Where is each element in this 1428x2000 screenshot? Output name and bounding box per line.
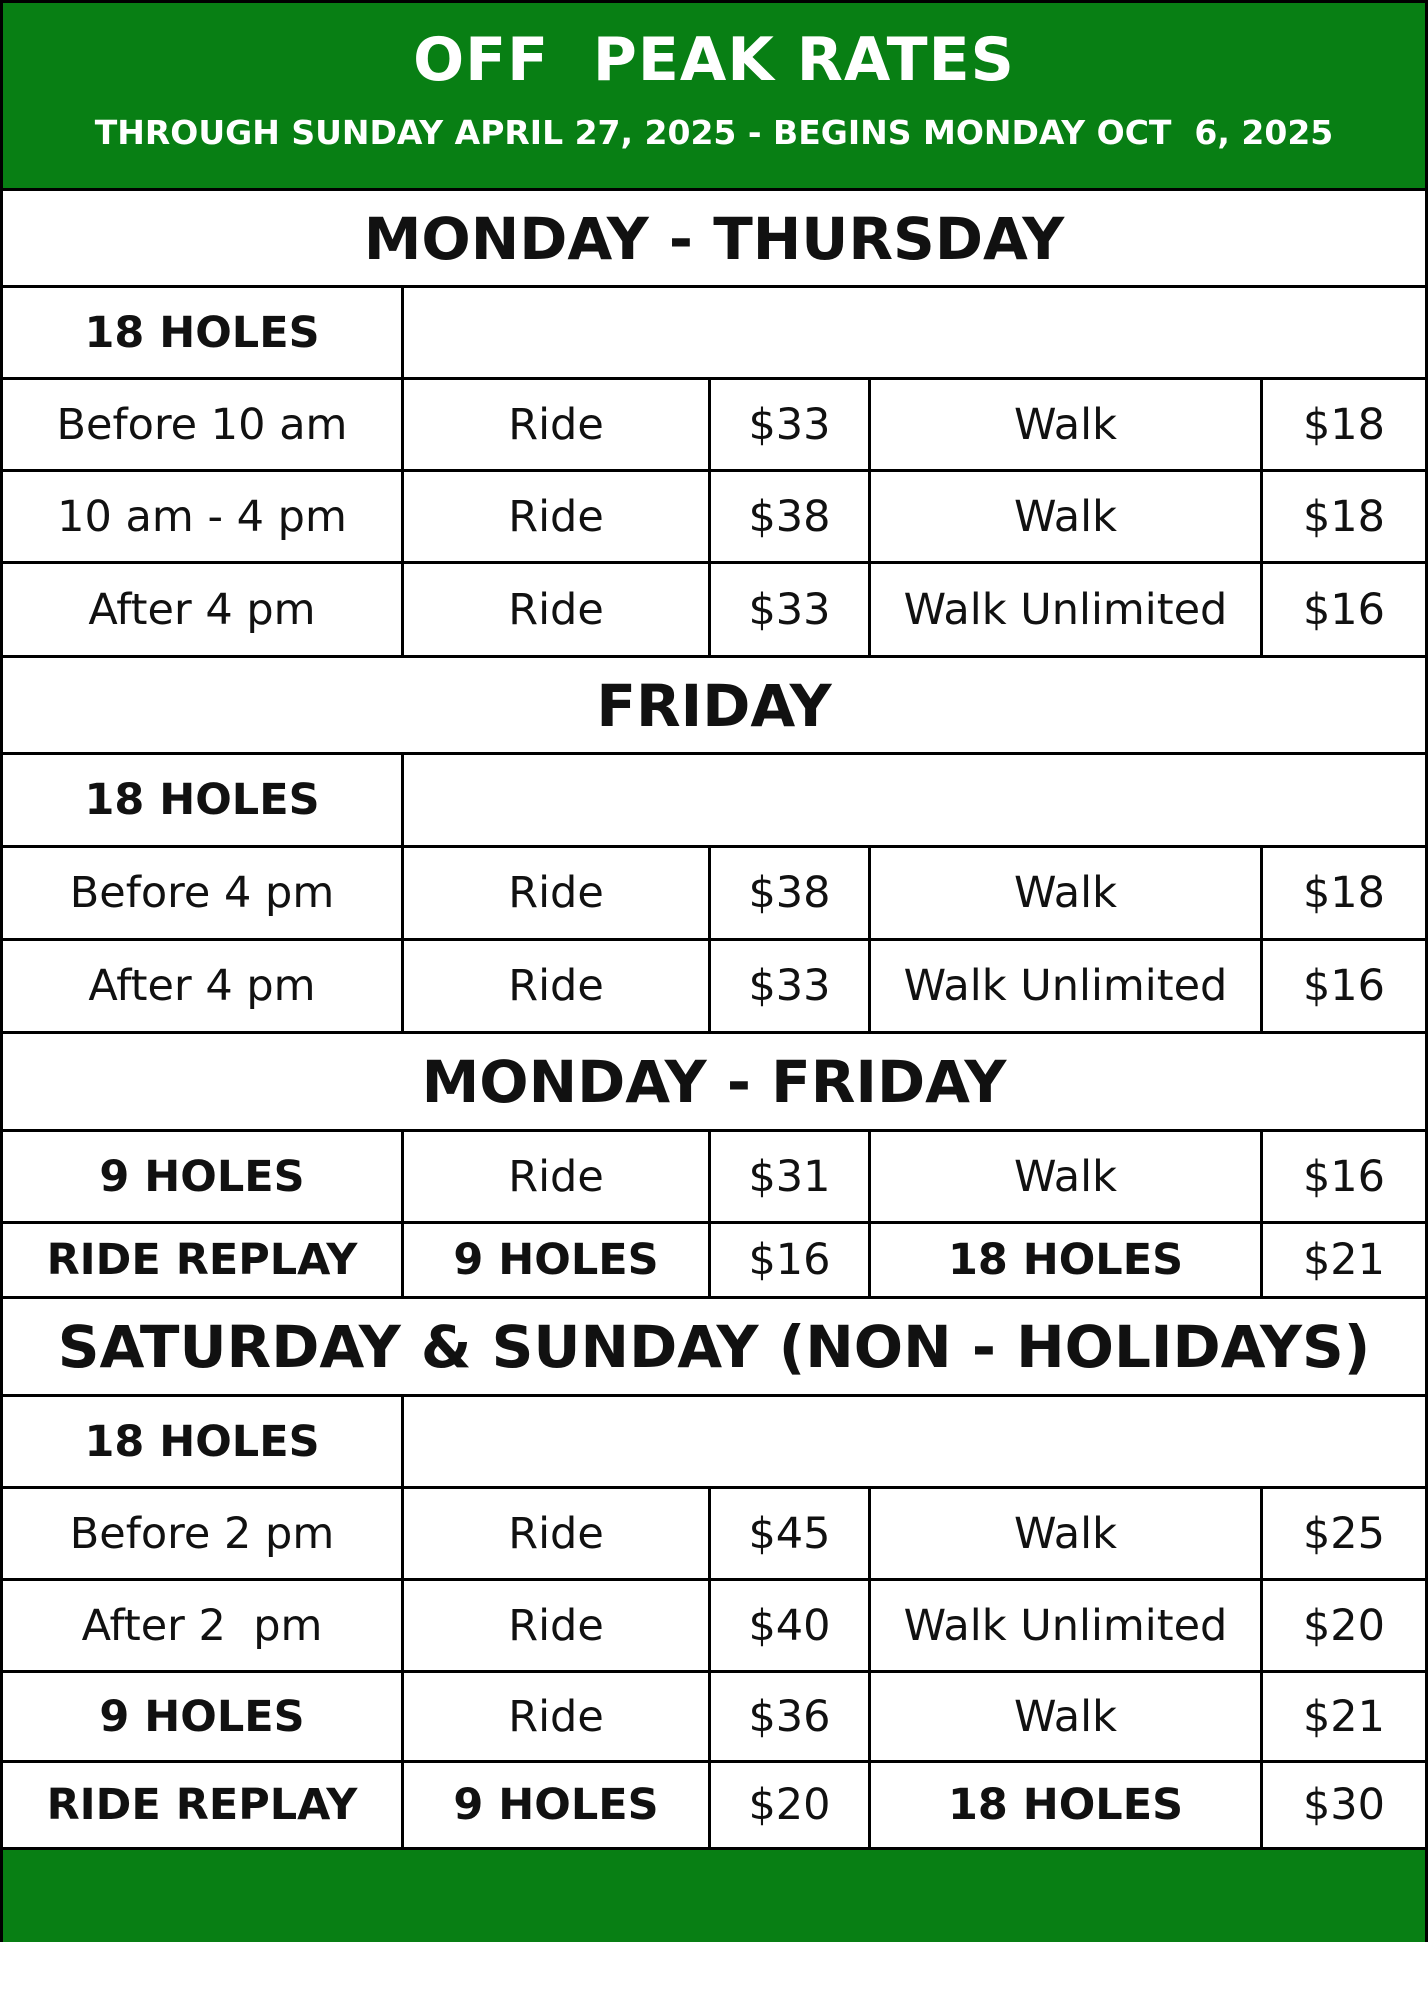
- header-banner: [3, 3, 1425, 191]
- rate-row: [3, 1489, 1425, 1581]
- ride-price-cell: $38: [711, 472, 871, 561]
- empty-cell: [404, 288, 1425, 377]
- rate-row: [3, 380, 1425, 472]
- section-title-mon-thu: [3, 191, 1425, 288]
- walk-price-cell: $18: [1302, 868, 1386, 918]
- replay-nine-price: $20: [711, 1763, 871, 1847]
- ride-cell: Ride: [404, 380, 711, 469]
- time-cell: Before 10 am: [3, 380, 404, 469]
- group-label: 18 HOLES: [3, 288, 404, 377]
- rate-row: [3, 472, 1425, 564]
- nine-holes-label: 9 HOLES: [3, 1673, 404, 1760]
- time-cell: After 2 pm: [3, 1581, 404, 1670]
- ride-cell: Ride: [404, 941, 711, 1031]
- ride-cell: Ride: [404, 1581, 711, 1670]
- rate-row: [3, 848, 1425, 941]
- ride-cell: Ride: [404, 1489, 711, 1578]
- nine-holes-row: [3, 1673, 1425, 1763]
- ride-cell: Ride: [404, 1673, 711, 1760]
- ride-price-cell: $38: [711, 848, 871, 938]
- page-title: OFF PEAK RATES: [413, 25, 1015, 95]
- walk-price-cell: $16: [1302, 1151, 1386, 1202]
- group-row-18-holes: [3, 288, 1425, 380]
- nine-holes-label: 9 HOLES: [3, 1132, 404, 1221]
- replay-eighteen-label: 18 HOLES: [871, 1763, 1263, 1847]
- ride-price-cell: $40: [711, 1581, 871, 1670]
- group-label: 18 HOLES: [3, 1397, 404, 1486]
- time-cell: 10 am - 4 pm: [3, 472, 404, 561]
- ride-price-cell: $31: [711, 1132, 871, 1221]
- rate-row: [3, 564, 1425, 658]
- ride-cell: Ride: [404, 564, 711, 655]
- walk-cell: Walk: [871, 1489, 1263, 1578]
- ride-price-cell: $45: [711, 1489, 871, 1578]
- ride-price-cell: $36: [711, 1673, 871, 1760]
- section-title-friday: [3, 658, 1425, 755]
- walk-cell: Walk: [871, 472, 1263, 561]
- walk-price-cell: $25: [1302, 1508, 1386, 1559]
- walk-price-cell: $18: [1302, 491, 1386, 542]
- ride-replay-row: [3, 1224, 1425, 1299]
- section-title-weekend: [3, 1299, 1425, 1397]
- ride-price-cell: $33: [711, 941, 871, 1031]
- ride-price-cell: $33: [711, 564, 871, 655]
- rate-row: [3, 941, 1425, 1034]
- ride-cell: Ride: [404, 848, 711, 938]
- time-cell: After 4 pm: [3, 564, 404, 655]
- walk-cell: Walk: [871, 1673, 1263, 1760]
- walk-cell: Walk: [871, 380, 1263, 469]
- ride-cell: Ride: [404, 1132, 711, 1221]
- walk-cell: Walk Unlimited: [871, 941, 1263, 1031]
- empty-cell: [404, 1397, 1425, 1486]
- ride-price-cell: $33: [711, 380, 871, 469]
- time-cell: Before 4 pm: [3, 848, 404, 938]
- group-label: 18 HOLES: [3, 755, 404, 845]
- walk-price-cell: $20: [1302, 1600, 1386, 1651]
- group-row-18-holes: [3, 1397, 1425, 1489]
- rate-row: [3, 1581, 1425, 1673]
- section-title-text: MONDAY - THURSDAY: [363, 205, 1065, 273]
- time-cell: After 4 pm: [3, 941, 404, 1031]
- time-cell: Before 2 pm: [3, 1489, 404, 1578]
- replay-nine-label: 9 HOLES: [404, 1763, 711, 1847]
- replay-nine-label: 9 HOLES: [404, 1224, 711, 1296]
- section-title-text: MONDAY - FRIDAY: [421, 1048, 1007, 1116]
- walk-price-cell: $16: [1302, 584, 1386, 635]
- walk-price-cell: $16: [1302, 961, 1386, 1011]
- section-title-text: SATURDAY & SUNDAY (NON - HOLIDAYS): [57, 1313, 1371, 1381]
- walk-price-cell: $18: [1302, 399, 1386, 450]
- ride-cell: Ride: [404, 472, 711, 561]
- walk-cell: Walk Unlimited: [871, 1581, 1263, 1670]
- footer-banner: [3, 1850, 1425, 1942]
- section-title-text: FRIDAY: [596, 672, 832, 740]
- nine-holes-row: [3, 1132, 1425, 1224]
- walk-cell: Walk Unlimited: [871, 564, 1263, 655]
- replay-eighteen-price: $21: [1302, 1235, 1386, 1285]
- replay-eighteen-label: 18 HOLES: [871, 1224, 1263, 1296]
- replay-nine-price: $16: [711, 1224, 871, 1296]
- ride-replay-label: RIDE REPLAY: [3, 1763, 404, 1847]
- walk-cell: Walk: [871, 1132, 1263, 1221]
- ride-replay-label: RIDE REPLAY: [3, 1224, 404, 1296]
- replay-eighteen-price: $30: [1302, 1780, 1386, 1830]
- empty-cell: [404, 755, 1425, 845]
- group-row-18-holes: [3, 755, 1425, 848]
- section-title-mon-fri: [3, 1034, 1425, 1132]
- walk-price-cell: $21: [1302, 1691, 1386, 1742]
- ride-replay-row: [3, 1763, 1425, 1850]
- page-subtitle: THROUGH SUNDAY APRIL 27, 2025 - BEGINS MONDAY OCT 6, 2025: [94, 113, 1334, 152]
- walk-cell: Walk: [871, 848, 1263, 938]
